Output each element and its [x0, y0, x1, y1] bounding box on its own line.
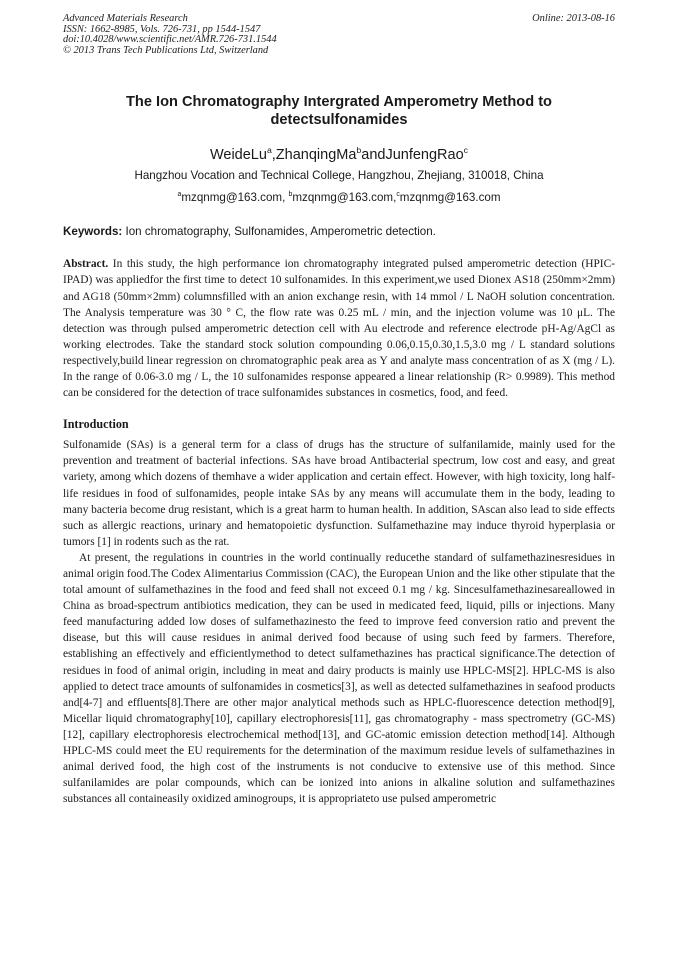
email-superscript: a — [177, 191, 182, 199]
section-heading-introduction: Introduction — [63, 417, 129, 432]
author-name: andJunfengRao — [361, 147, 464, 164]
author-name: WeideLu — [209, 147, 267, 164]
affiliation: Hangzhou Vocation and Technical College, Hangzhou, Zhejiang, 310018, China — [134, 169, 544, 183]
doi-line: doi:10.4028/www.scientific.net/AMR.726-731.1544 — [63, 34, 277, 46]
author-superscript: c — [463, 145, 469, 156]
paper-page — [63, 14, 615, 807]
email-line — [63, 190, 615, 205]
online-date: Online: 2013-08-16 — [532, 13, 615, 24]
copyright-line: © 2013 Trans Tech Publications Ltd, Switzerland — [63, 44, 269, 56]
abstract-label: Abstract. — [63, 258, 109, 271]
journal-header — [63, 14, 615, 56]
email-address: mzqnmg@163.com, — [181, 191, 289, 205]
keywords-label: Keywords: — [63, 225, 123, 239]
keywords-text: Ion chromatography, Sulfonamides, Amperometric detection. — [122, 225, 436, 239]
email-superscript: c — [396, 191, 400, 199]
issn-line: ISSN: 1662-8985, Vols. 726-731, pp 1544-1547 — [63, 23, 261, 35]
email-address: mzqnmg@163.com — [399, 191, 501, 205]
journal-name: Advanced Materials Research — [63, 13, 188, 24]
email-address: mzqnmg@163.com, — [292, 191, 397, 205]
abstract — [63, 256, 615, 401]
paragraph: Sulfonamide (SAs) is a general term for a class of drugs has the structure of sulfanilamide, mainly used for the prevention and treatment of bacterial infections. SAs have broad Antibacterial spectrum, low cost and easy, and great variety, among which dozens of themhave a wider application and certain effect. However, with high toxicity, long half-life residues in food of sulfonamides, people intake SAs by any means will accumulate them in the body, leading to many bacteria become drug resistant, which is a great harm to human health. In addition, SAscan also lead to side effects such as allergic reactions, urinary and hematopoietic dysfunction. Sulfamethazine may induce thyroid hyperplasia or tumors [1] in rodents such as the rat. — [63, 439, 615, 548]
author-line — [63, 146, 615, 164]
abstract-text: In this study, the high performance ion chromatography integrated pulsed amperometric detection (HPIC-IPAD) was appliedfor the first time to detect 10 sulfonamides. In this experiment,we used Dionex AS18 (250mm×2mm) and AG18 (50mm×2mm) columnsfilled with an anion exchange resin, with 14 mmol / L NaOH solution concentration. The Analysis temperature was 30 ° C, the flow rate was 0.25 mL / min, and the injection volume was 10 μL. The detection was through pulsed amperometric detection cell with Au electrode and reference electrode pH-Ag/AgCl as working electrodes. Take the standard stock solution compounding 0.06,0.15,0.30,1.5,3.0 mg / L standard solutions respectively,build linear regression on chromatographic peak area as Y and analyte mass concentration of as X (mg / L). In the range of 0.06-3.0 mg / L, the 10 sulfonamides response appeared a linear relationship (R> 0.9989). This method can be considered for the detection of trace sulfonamides substances in cosmetics, food, and feed. — [63, 258, 615, 400]
paragraph: At present, the regulations in countries in the world continually reducethe standard of sulfamethazinesresidues in animal origin food.The Codex Alimentarius Commission (CAC), the European Union and the like other stipulate that the total amount of sulfamethazines in the food and feed shall not exceed 0.1 mg / kg. Sincesulfamethazinesareallowed in China as broad-spectrum antibiotics medication, they can be used in medicated feed, liquid, pills or injections. Many feed manufacturing added low doses of sulfamethazinesto the feed to improve feed conversion ratio and prevent the disease, but this will cause residues in animal derived food because of using such feed by farmers. Therefore, establishing an effectively and efficientlymethod to detect sulfamethazines has practical significance.The detection of residues in food of animal origin, including in meat and dairy products is mainly use HPLC-MS[2]. HPLC-MS is also applied to detect trace amounts of sulfonamides in cosmetics[3], as well as detected sulfamethazines in seafood products and[4-7] and effluents[8].There are other major analytical methods such as HPLC-fluorescence detection method[9], Micellar liquid chromatography[10], capillary electrophoresis[11], gas chromatography - mass spectrometry (GC-MS)[12], capillary electrophoresis electrochemical method[13], and GC-atomic emission detection method[14]. Although HPLC-MS could meet the EU requirements for the determination of the maximum residue levels of sulfamethazines in animal derived food, the high cost of the instruments is not conducive to extensive use of this method. Since sulfanilamides are polar compounds, which can be ionized into anions in alkaline solution and sulfamethazines substances all containeasily oxidized aminogroups, it is appropriateto use pulsed amperometric — [63, 551, 615, 806]
paper-title: The Ion Chromatography Intergrated Amperometry Method to detectsulfonamides — [126, 94, 552, 129]
author-superscript: a — [266, 145, 272, 156]
author-superscript: b — [356, 145, 362, 156]
author-name: ,ZhanqingMa — [271, 147, 357, 164]
keywords — [63, 224, 615, 239]
email-superscript: b — [288, 191, 293, 199]
